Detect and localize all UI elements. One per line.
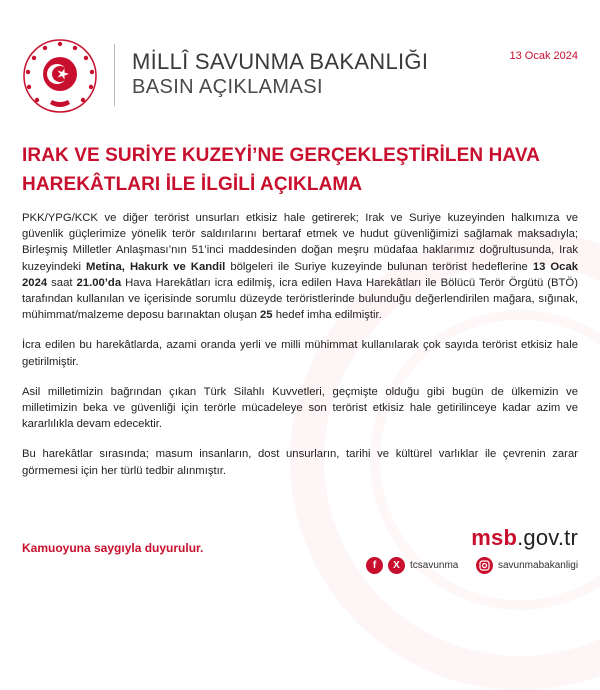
paragraph-1 (22, 210, 578, 323)
paragraph-1-bold-regions: Metina, Hakurk ve Kandil (86, 260, 226, 273)
social-links-left (366, 556, 458, 574)
statement-body (22, 210, 578, 493)
paragraph-3: Asil milletimizin bağrından çıkan Türk Silahlı Kuvvetleri, geçmişte olduğu gibi bugün de ülkemizin ve milletimizin beka ve güvenliği için terörle mücadeleye son terörist etkisiz hale getirilinceye kadar azim ve kararlılıkla devam edecektir. (22, 385, 578, 431)
paragraph-1-text-c: saat (47, 276, 77, 289)
paragraph-1-bold-time: 21.00’da (76, 276, 122, 289)
ministry-emblem-icon (22, 38, 98, 114)
paragraph-1-text-e: hedef imha edilmiştir. (272, 309, 382, 322)
document-date: 13 Ocak 2024 (509, 50, 578, 62)
paragraph-1-bold-count: 25 (260, 309, 273, 322)
x-twitter-icon[interactable]: X (388, 557, 405, 574)
signoff: Kamuoyuna saygıyla duyurulur. (22, 541, 204, 555)
ministry-name: MİLLÎ SAVUNMA BAKANLIĞI (132, 49, 429, 74)
website-domain-bold: msb (471, 525, 518, 550)
paragraph-4: Bu harekâtlar sırasında; masum insanların, dost unsurların, tarihi ve kültürel varlıklar ile çevrenin zarar görmemesi için her türlü tedbir alınmıştır. (22, 448, 578, 477)
twitter-handle[interactable]: tcsavunma (410, 559, 459, 571)
paragraph-2: İcra edilen bu harekâtlarda, azami oranda yerli ve milli mühimmat kullanılarak çok sayıda terörist etkisiz hale getirilmiştir. (22, 339, 578, 368)
paragraph-1-text-d: Hava Harekâtları icra edilmiş, icra edilen Hava Harekâtları ile Bölücü Terör Örgütü (BTÖ) tarafından kullanılan ve içerisinde sorumlu düzeyde teröristlerinde bulunduğu değerlendirilen mağara, sığınak, mühimmat/malzeme deposu barınaktan oluşan (22, 276, 578, 322)
facebook-icon[interactable]: f (366, 557, 383, 574)
document-subtitle: BASIN AÇIKLAMASI (132, 76, 323, 98)
social-links-right (476, 556, 578, 574)
headline (22, 141, 578, 199)
paragraph-1-text-b: bölgeleri ile Suriye kuzeyinde bulunan terörist hedeflerine (225, 260, 533, 273)
paragraph-1-bold-date: 13 Ocak 2024 (22, 260, 579, 289)
instagram-icon[interactable] (476, 557, 493, 574)
headline-line-2: HAREKÂTLARI İLE İLGİLİ AÇIKLAMA (22, 174, 363, 195)
website-link[interactable] (471, 525, 578, 551)
instagram-handle[interactable]: savunmabakanligi (498, 559, 579, 571)
header-divider (114, 44, 115, 106)
paragraph-1-text-a: PKK/YPG/KCK ve diğer terörist unsurları etkisiz hale getirerek; Irak ve Suriye kuzeyinden halkımıza ve güvenlik güçlerimize yönelik terör saldırılarını bertaraf etmek ve hudut güvenliğimizi sağlamak maksadıyla; Birleşmiş Milletler Anlaşması’nın 51’inci maddesinden doğan meşru müdafaa haklarımız doğrultusunda, Irak kuzeyindeki (22, 212, 578, 273)
website-domain-rest: .gov.tr (517, 525, 578, 550)
headline-line-1: IRAK VE SURİYE KUZEYİ’NE GERÇEKLEŞTİRİLEN HAVA (22, 145, 541, 166)
